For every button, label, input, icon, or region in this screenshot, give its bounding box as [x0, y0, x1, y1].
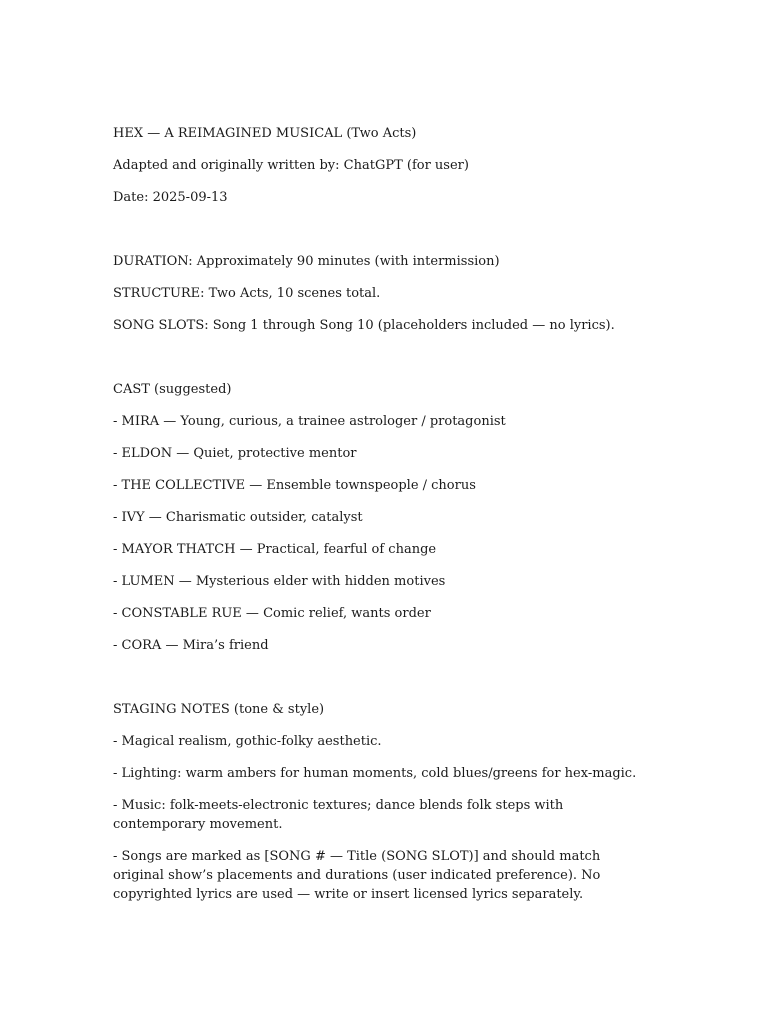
cast-member: - CONSTABLE RUE — Comic relief, wants order [113, 606, 431, 621]
cast-member: - THE COLLECTIVE — Ensemble townspeople / chorus [113, 478, 476, 493]
staging-note: - Lighting: warm ambers for human moments, cold blues/greens for hex-magic. [113, 766, 637, 781]
cast-member: - LUMEN — Mysterious elder with hidden motives [113, 574, 446, 589]
staging-heading: STAGING NOTES (tone & style) [113, 702, 325, 717]
cast-member: - CORA — Mira’s friend [113, 638, 269, 653]
section-spacer [113, 348, 638, 380]
date-line: Date: 2025-09-13 [113, 190, 228, 205]
cast-member: - MAYOR THATCH — Practical, fearful of change [113, 542, 437, 557]
song-slots-line: SONG SLOTS: Song 1 through Song 10 (placeholders included — no lyrics). [113, 318, 615, 333]
document-body [113, 124, 638, 917]
section-spacer [113, 668, 638, 700]
structure-line: STRUCTURE: Two Acts, 10 scenes total. [113, 286, 381, 301]
document-title: HEX — A REIMAGINED MUSICAL (Two Acts) [113, 126, 417, 141]
section-spacer [113, 220, 638, 252]
cast-heading: CAST (suggested) [113, 382, 232, 397]
cast-member: - IVY — Charismatic outsider, catalyst [113, 510, 363, 525]
staging-note: - Songs are marked as [SONG # — Title (SONG SLOT)] and should match original show’s placements and durations (user indicated preference). No copyrighted lyrics are used — write or insert licensed lyrics separately. [113, 849, 601, 902]
cast-member: - MIRA — Young, curious, a trainee astrologer / protagonist [113, 414, 506, 429]
duration-line: DURATION: Approximately 90 minutes (with intermission) [113, 254, 500, 269]
author-line: Adapted and originally written by: ChatGPT (for user) [113, 158, 469, 173]
staging-note: - Music: folk-meets-electronic textures; dance blends folk steps with contemporary movement. [113, 798, 564, 832]
staging-note: - Magical realism, gothic-folky aesthetic. [113, 734, 382, 749]
cast-member: - ELDON — Quiet, protective mentor [113, 446, 357, 461]
